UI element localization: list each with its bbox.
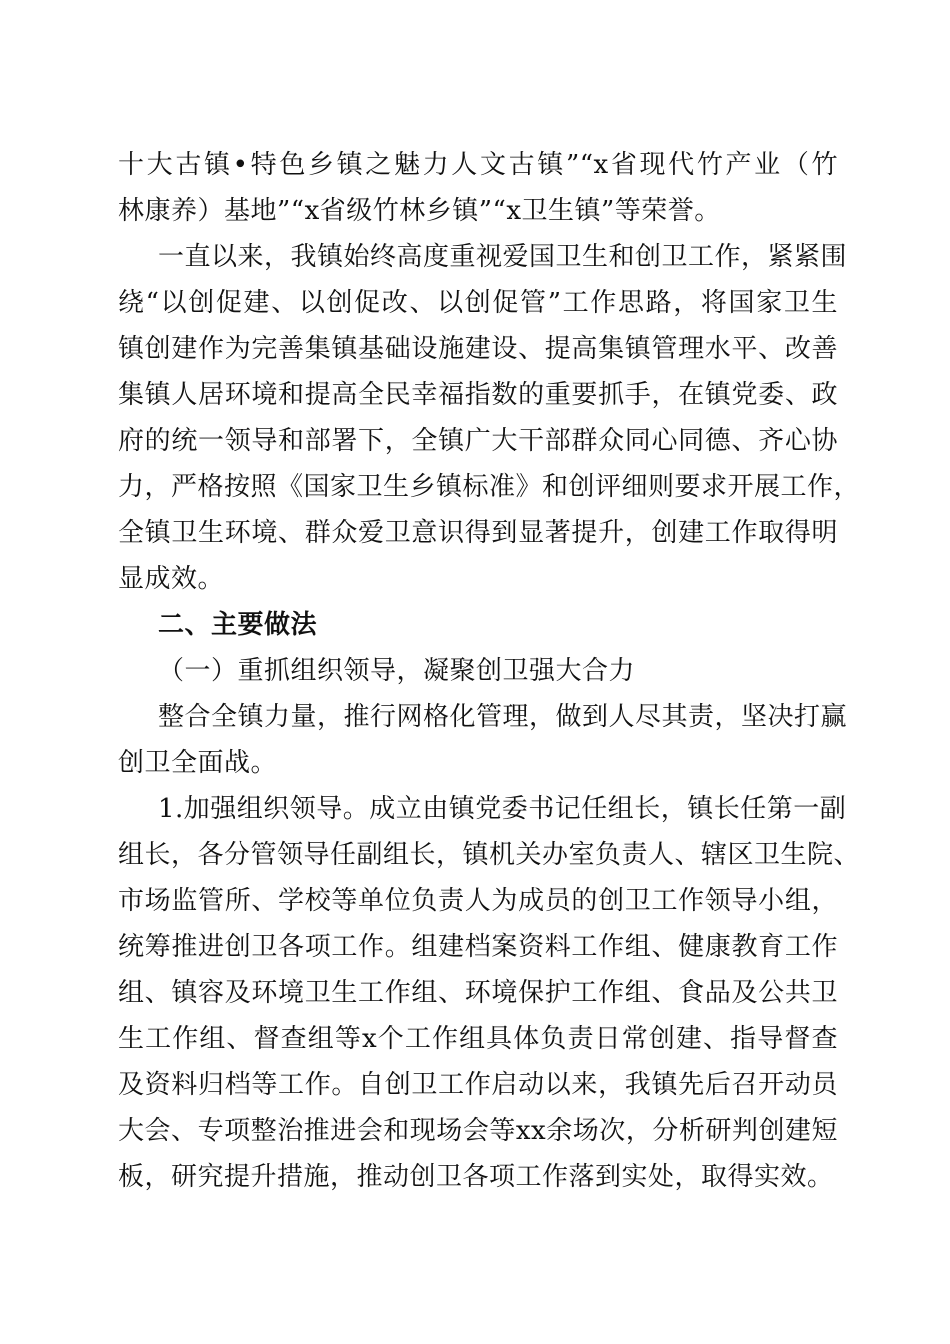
paragraph-line: 1.加强组织领导。成立由镇党委书记任组长，镇长任第一副 — [158, 794, 847, 824]
paragraph-line: 显成效。 — [118, 564, 225, 594]
paragraph-line: 统筹推进创卫各项工作。组建档案资料工作组、健康教育工作 — [118, 932, 838, 962]
paragraph-line: 组、镇容及环境卫生工作组、环境保护工作组、食品及公共卫 — [118, 978, 838, 1008]
section-heading: 二、主要做法 — [158, 610, 318, 640]
paragraph-line: 力，严格按照《国家卫生乡镇标准》和创评细则要求开展工作， — [118, 472, 861, 502]
paragraph-line: 镇创建作为完善集镇基础设施建设、提高集镇管理水平、改善 — [118, 334, 838, 364]
paragraph-line: 整合全镇力量，推行网格化管理，做到人尽其责，坚决打赢 — [158, 702, 848, 732]
paragraph-line: 全镇卫生环境、群众爱卫意识得到显著提升，创建工作取得明 — [118, 518, 838, 548]
paragraph-line: 组长，各分管领导任副组长，镇机关办室负责人、辖区卫生院、 — [118, 840, 861, 870]
paragraph-line: 集镇人居环境和提高全民幸福指数的重要抓手，在镇党委、政 — [118, 380, 838, 410]
paragraph-line: 十大古镇•特色乡镇之魅力人文古镇”“x省现代竹产业（竹 — [118, 150, 838, 180]
document-body — [118, 142, 861, 1200]
paragraph-line: 及资料归档等工作。自创卫工作启动以来，我镇先后召开动员 — [118, 1070, 838, 1100]
paragraph-line: 一直以来，我镇始终高度重视爱国卫生和创卫工作，紧紧围 — [158, 242, 848, 272]
paragraph-line: 府的统一领导和部署下，全镇广大干部群众同心同德、齐心协 — [118, 426, 838, 456]
paragraph-line: 市场监管所、学校等单位负责人为成员的创卫工作领导小组， — [118, 886, 838, 916]
paragraph-line: 大会、专项整治推进会和现场会等xx余场次，分析研判创建短 — [118, 1116, 838, 1146]
paragraph-line: 创卫全面战。 — [118, 748, 278, 778]
paragraph-line: 绕“以创促建、以创促改、以创促管”工作思路，将国家卫生 — [118, 288, 838, 318]
paragraph-line: 板，研究提升措施，推动创卫各项工作落到实处，取得实效。 — [118, 1162, 834, 1192]
paragraph-line: 林康养）基地”“x省级竹林乡镇”“x卫生镇”等荣誉。 — [118, 196, 721, 226]
paragraph-line: 生工作组、督查组等x个工作组具体负责日常创建、指导督查 — [118, 1024, 838, 1054]
subsection-heading: （一）重抓组织领导，凝聚创卫强大合力 — [158, 656, 636, 686]
